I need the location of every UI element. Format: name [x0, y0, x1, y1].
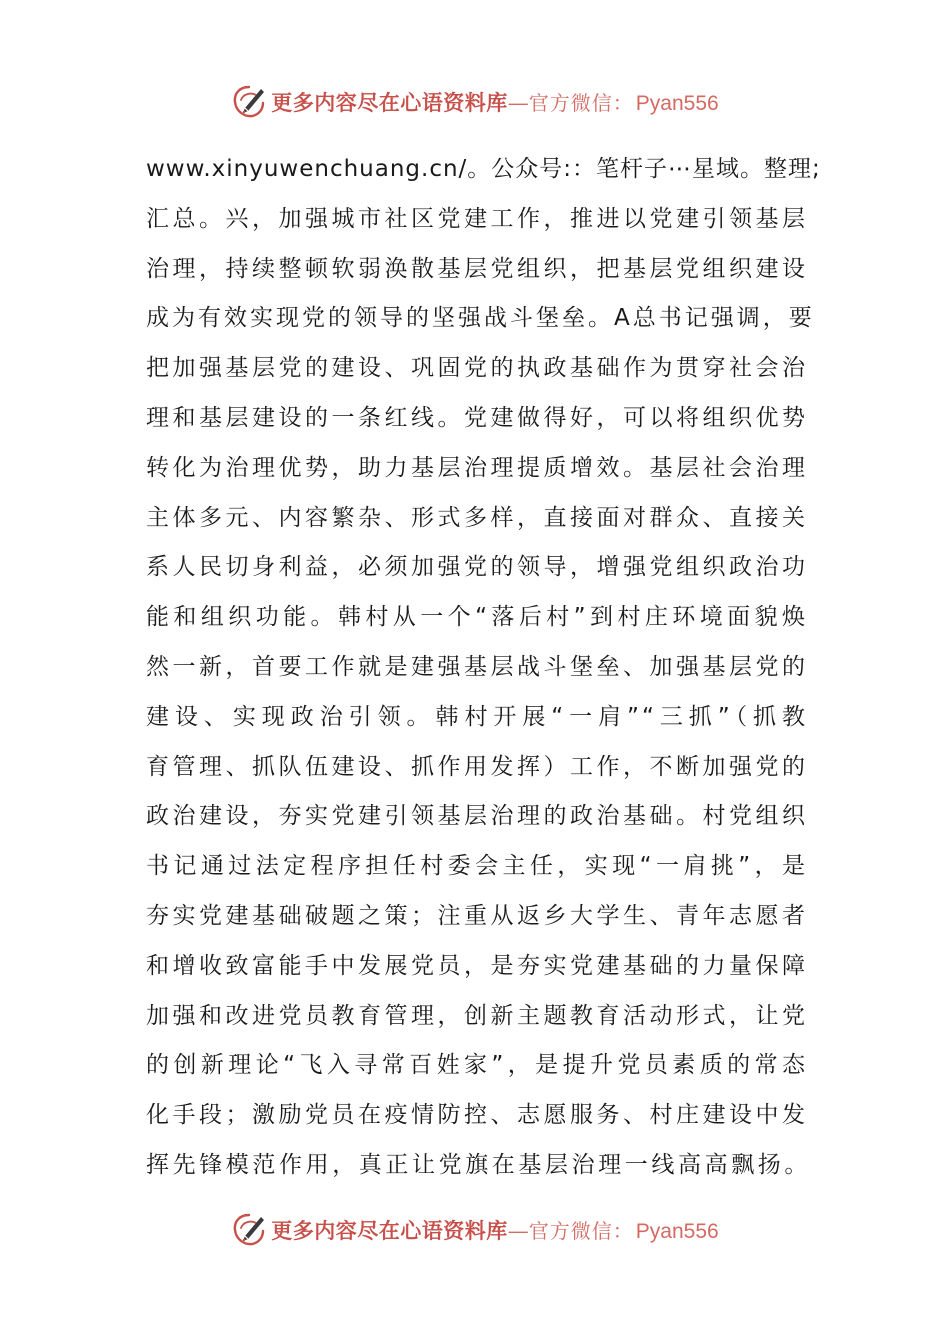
article-line: 和增收致富能手中发展党员，是夯实党建基础的力量保障 [146, 952, 808, 979]
article-line: 建设、实现政治引领。韩村开展“一肩”“三抓”（抓教 [146, 703, 808, 730]
article-line: 化手段；激励党员在疫情防控、志愿服务、村庄建设中发 [146, 1102, 808, 1129]
footer-watermark-banner [0, 1210, 950, 1250]
article-line: 主体多元、内容繁杂、形式多样，直接面对群众、直接关 [146, 504, 808, 531]
article-line: 挥先锋模范作用，真正让党旗在基层治理一线高高飘扬。 [146, 1151, 811, 1178]
article-line: 的创新理论“飞入寻常百姓家”，是提升党员素质的常态 [146, 1052, 808, 1079]
article-line: 成为有效实现党的领导的坚强战斗堡垒。A总书记强调，要 [146, 305, 815, 332]
pen-nib-swirl-logo-icon [231, 84, 267, 120]
watermark-brand: 更多内容尽在心语资料库 [271, 90, 508, 115]
article-line: 理和基层建设的一条红线。党建做得好，可以将组织优势 [146, 404, 808, 431]
article-line: 能和组织功能。韩村从一个“落后村”到村庄环境面貌焕 [146, 604, 808, 631]
article-line: 汇总。兴，加强城市社区党建工作，推进以党建引领基层 [146, 205, 808, 232]
article-line: 书记通过法定程序担任村委会主任，实现“一肩挑”，是 [146, 853, 808, 880]
watermark-wechat-id: Pyan556 [635, 1220, 719, 1243]
watermark-dash: — [507, 1219, 529, 1243]
article-line: 然一新，首要工作就是建强基层战斗堡垒、加强基层党的 [146, 653, 808, 680]
article-line: 政治建设，夯实党建引领基层治理的政治基础。村党组织 [146, 803, 808, 830]
watermark-brand: 更多内容尽在心语资料库 [271, 1218, 508, 1243]
article-line: 育管理、抓队伍建设、抓作用发挥）工作，不断加强党的 [146, 753, 808, 780]
header-watermark-banner [0, 82, 950, 122]
pen-nib-swirl-logo-icon [231, 1212, 267, 1248]
watermark-wechat-label: 官方微信： [528, 91, 634, 115]
article-body [146, 145, 821, 1191]
watermark-wechat-label: 官方微信： [528, 1219, 634, 1243]
article-line: 转化为治理优势，助力基层治理提质增效。基层社会治理 [146, 454, 808, 481]
article-line: 治理，持续整顿软弱涣散基层党组织，把基层党组织建设 [146, 255, 808, 282]
watermark-text [271, 1215, 718, 1245]
article-line: 把加强基层党的建设、巩固党的执政基础作为贯穿社会治 [146, 355, 808, 382]
article-line: 加强和改进党员教育管理，创新主题教育活动形式，让党 [146, 1002, 808, 1029]
article-line: 系人民切身利益，必须加强党的领导，增强党组织政治功 [146, 554, 808, 581]
article-line: 夯实党建基础破题之策；注重从返乡大学生、青年志愿者 [146, 902, 808, 929]
watermark-wechat-id: Pyan556 [635, 92, 719, 115]
watermark-text [271, 87, 718, 117]
watermark-dash: — [507, 91, 529, 115]
article-line: www.xinyuwenchuang.cn/。公众号:：笔杆子⋯星域。整理; [146, 156, 821, 182]
